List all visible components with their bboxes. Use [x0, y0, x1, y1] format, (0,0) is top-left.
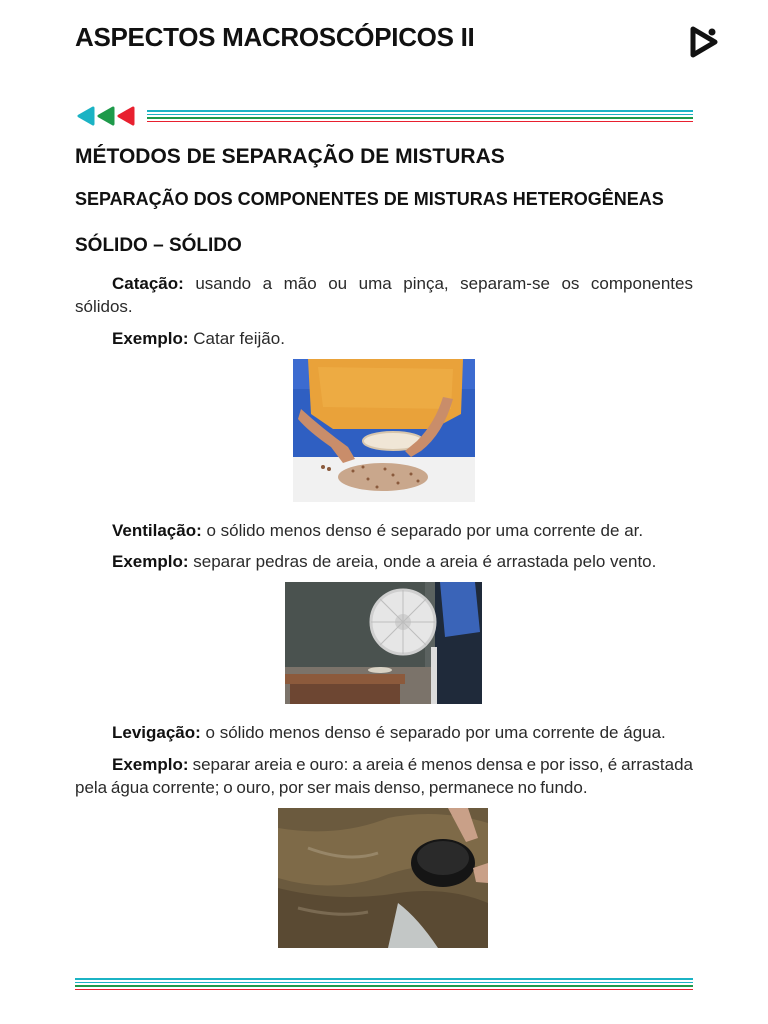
- red-triangle-icon: [115, 106, 137, 126]
- sub-heading: SEPARAÇÃO DOS COMPONENTES DE MISTURAS HETEROGÊNEAS: [75, 189, 664, 209]
- levigacao-example-label: Exemplo:: [112, 755, 189, 774]
- catacao-term: Catação:: [112, 274, 184, 293]
- green-triangle-icon: [95, 106, 117, 126]
- photo-bateia-ouro: [278, 808, 488, 948]
- ventilacao-definition: [75, 519, 693, 542]
- ventilacao-term: Ventilação:: [112, 521, 202, 540]
- ventilacao-example: [75, 550, 693, 573]
- ventilacao-example-label: Exemplo:: [112, 552, 189, 571]
- teal-triangle-icon: [75, 106, 97, 126]
- top-rule-lines: [147, 110, 693, 124]
- decorative-separator: [75, 106, 695, 128]
- levigacao-text: o sólido menos denso é separado por uma corrente de água.: [200, 723, 666, 742]
- photo-catar-feijao: [293, 359, 475, 502]
- brand-logo: [690, 26, 720, 58]
- levigacao-example: [75, 753, 693, 799]
- catacao-example-text: Catar feijão.: [188, 329, 285, 348]
- catacao-example-label: Exemplo:: [112, 329, 189, 348]
- levigacao-term: Levigação:: [112, 723, 201, 742]
- levigacao-definition: [75, 721, 693, 744]
- section-heading: SÓLIDO – SÓLIDO: [75, 235, 242, 256]
- main-heading: MÉTODOS DE SEPARAÇÃO DE MISTURAS: [75, 145, 505, 168]
- catacao-example: [75, 327, 693, 350]
- ventilacao-example-text: separar pedras de areia, onde a areia é arrastada pelo vento.: [188, 552, 657, 571]
- bottom-rule-lines: [75, 978, 693, 992]
- catacao-text: usando a mão ou uma pinça, separam-se os componentes sólidos.: [75, 274, 693, 316]
- catacao-definition: [75, 272, 693, 318]
- photo-ventilador: [285, 582, 482, 704]
- levigacao-example-text: separar areia e ouro: a areia é menos densa e por isso, é arrastada pela água corrente; o ouro, por ser mais denso, permanece no fundo.: [75, 755, 693, 797]
- ventilacao-text: o sólido menos denso é separado por uma corrente de ar.: [201, 521, 644, 540]
- page-title: ASPECTOS MACROSCÓPICOS II: [75, 22, 475, 52]
